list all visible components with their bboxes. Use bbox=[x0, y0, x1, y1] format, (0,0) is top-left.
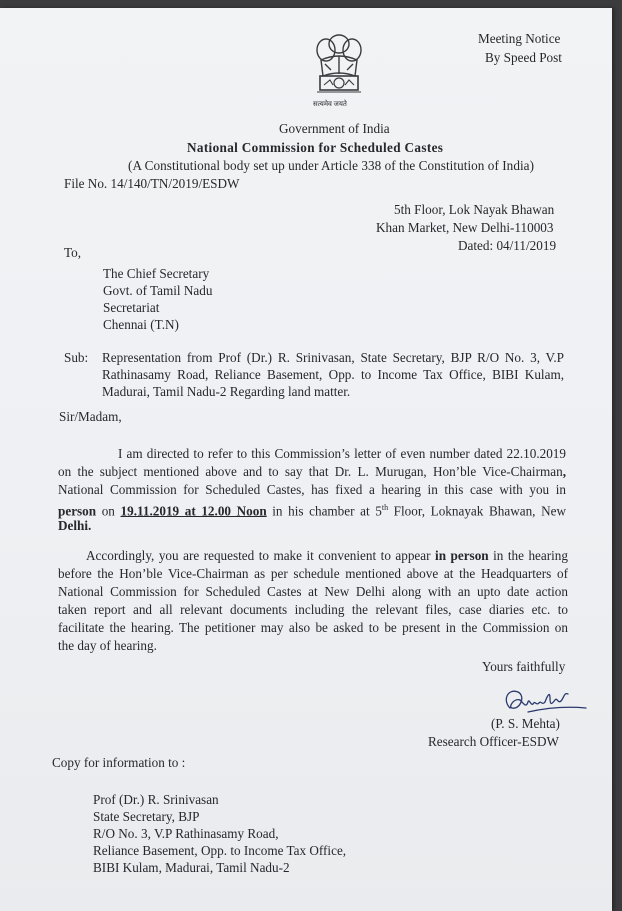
letter-page bbox=[0, 8, 612, 911]
recipient-line: Govt. of Tamil Nadu bbox=[103, 283, 213, 298]
paragraph-line bbox=[58, 463, 566, 481]
signatory-designation: Research Officer-ESDW bbox=[428, 734, 559, 749]
copy-recipient-line: State Secretary, BJP bbox=[93, 809, 200, 824]
copy-recipient-line: BIBI Kulam, Madurai, Tamil Nadu-2 bbox=[93, 860, 290, 875]
paragraph-fragment: in his chamber at 5 bbox=[266, 503, 382, 519]
paragraph-fragment: Floor, Loknayak Bhawan, New bbox=[388, 503, 566, 519]
yours-faithfully: Yours faithfully bbox=[482, 659, 566, 674]
paragraph-fragment: , bbox=[562, 464, 566, 479]
ordinal-suffix: th bbox=[381, 503, 389, 512]
in-person-emphasis: in person bbox=[435, 548, 489, 563]
paragraph-line: before the Hon’ble Vice-Chairman as per schedule mentioned above at the Headquarters of bbox=[58, 566, 568, 581]
commission-name: National Commission for Scheduled Castes bbox=[187, 140, 444, 155]
meeting-notice-label: Meeting Notice bbox=[478, 31, 561, 46]
paragraph-line: the day of hearing. bbox=[58, 638, 157, 653]
in-person-emphasis: person bbox=[58, 503, 97, 519]
paragraph-line: Delhi. bbox=[58, 518, 92, 533]
emblem-motto: सत्यमेव जयते bbox=[313, 100, 347, 108]
signatory-name: (P. S. Mehta) bbox=[491, 716, 560, 731]
file-number: File No. 14/140/TN/2019/ESDW bbox=[64, 176, 240, 191]
subject-label: Sub: bbox=[64, 350, 89, 365]
paragraph-line bbox=[86, 547, 568, 565]
commission-subtitle: (A Constitutional body set up under Article 338 of the Constitution of India) bbox=[128, 158, 535, 173]
paragraph-fragment: Accordingly, you are requested to make it convenient to appear bbox=[86, 548, 436, 563]
paragraph-line: facilitate the hearing. The petitioner may also be asked to be present in the Commission on bbox=[58, 620, 568, 635]
paragraph-line: taken report and all relevant documents including the relevant files, case diaries etc. to bbox=[58, 602, 568, 617]
copy-recipient-line: R/O No. 3, V.P Rathinasamy Road, bbox=[93, 826, 279, 841]
paragraph-1 bbox=[58, 445, 566, 535]
paragraph-fragment: in the hearing bbox=[488, 548, 568, 563]
letter-date: Dated: 04/11/2019 bbox=[458, 238, 557, 253]
speed-post-label: By Speed Post bbox=[485, 50, 562, 65]
paragraph-fragment: on bbox=[96, 503, 121, 519]
to-label: To, bbox=[64, 245, 82, 260]
address-line-2: Khan Market, New Delhi-110003 bbox=[376, 220, 554, 235]
paragraph-line: I am directed to refer to this Commission’s letter of even number dated 22.10.2019 bbox=[118, 446, 566, 461]
paragraph-line: National Commission for Scheduled Castes at New Delhi along with an upto date action bbox=[58, 584, 568, 599]
government-of-india: Government of India bbox=[279, 121, 390, 136]
recipient-line: The Chief Secretary bbox=[103, 266, 210, 281]
copy-recipient-line: Prof (Dr.) R. Srinivasan bbox=[93, 792, 219, 807]
salutation: Sir/Madam, bbox=[59, 409, 122, 424]
subject-line: Rathinasamy Road, Reliance Basement, Opp. to Income Tax Office, BIBI Kulam, bbox=[102, 367, 564, 382]
hearing-datetime: 19.11.2019 at 12.00 Noon bbox=[120, 503, 267, 519]
paragraph-line: National Commission for Scheduled Castes, has fixed a hearing in this case with you in bbox=[58, 482, 566, 497]
paragraph-fragment: on the subject mentioned above and to say that Dr. L. Murugan, Hon’ble Vice-Chairman bbox=[58, 464, 563, 479]
copy-recipient-line: Reliance Basement, Opp. to Income Tax Office, bbox=[93, 843, 347, 858]
paragraph-line bbox=[58, 499, 566, 517]
subject-line: Representation from Prof (Dr.) R. Srinivasan, State Secretary, BJP R/O No. 3, V.P bbox=[102, 350, 564, 365]
subject-line: Madurai, Tamil Nadu-2 Regarding land matter. bbox=[102, 384, 351, 399]
recipient-line: Secretariat bbox=[103, 300, 160, 315]
address-line-1: 5th Floor, Lok Nayak Bhawan bbox=[394, 202, 555, 217]
paragraph-2 bbox=[58, 547, 568, 655]
subject-text bbox=[102, 349, 564, 400]
copy-label: Copy for information to : bbox=[52, 755, 186, 770]
recipient-line: Chennai (T.N) bbox=[103, 317, 179, 332]
